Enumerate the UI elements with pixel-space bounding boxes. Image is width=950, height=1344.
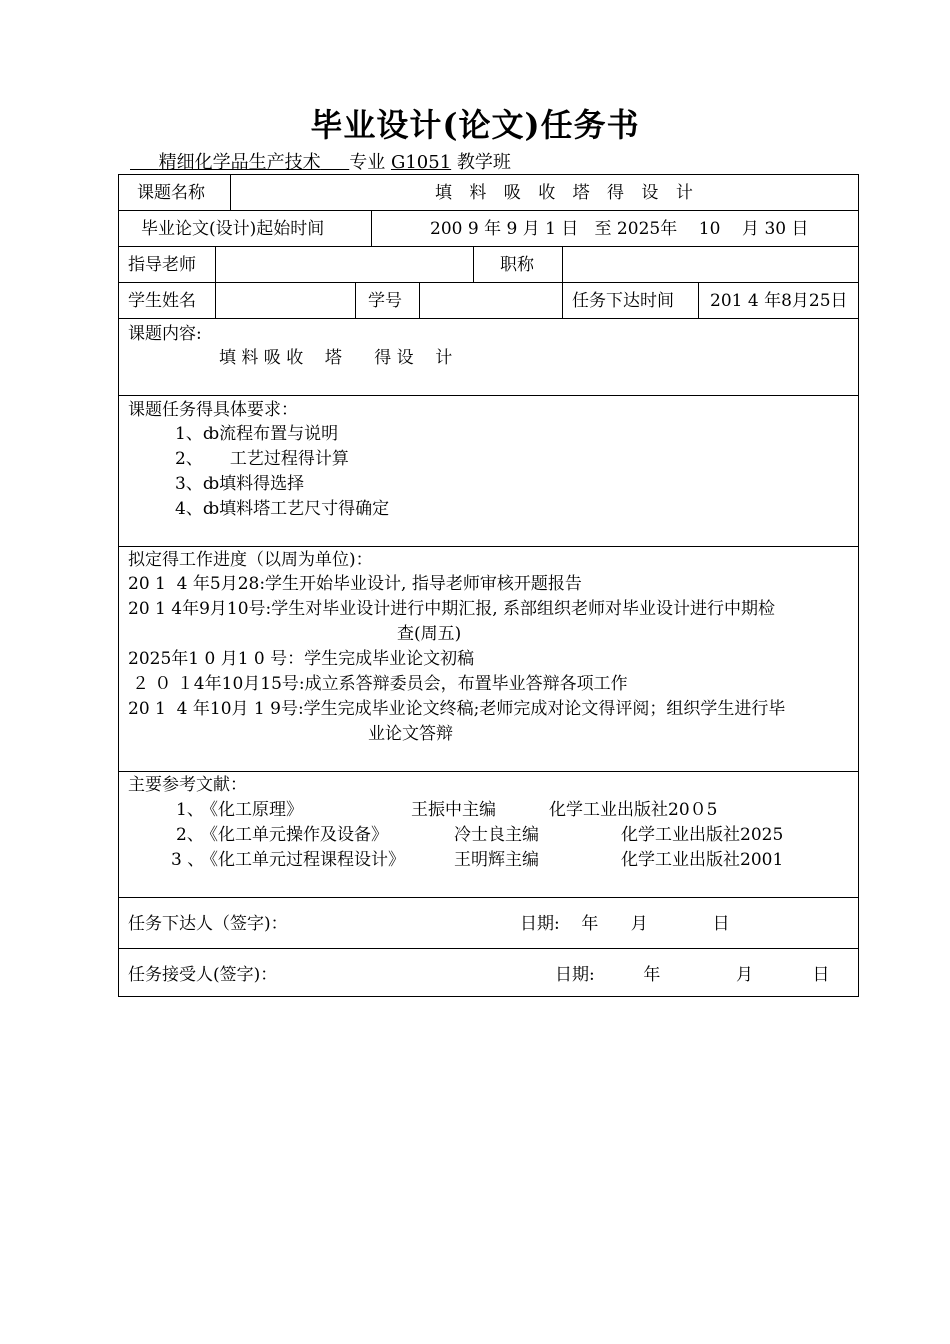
blank-underline [321, 152, 350, 173]
row-divider [118, 771, 859, 772]
document-subtitle [130, 148, 511, 174]
issue-time-value: 201 4 年8月25日 [710, 291, 848, 311]
schedule-item: ２ ０ １4年10月15号:成立系答辩委员会，布置毕业答辩各项工作 [132, 674, 628, 694]
receiver-signature-label: 任务接受人(签字)： [128, 965, 278, 985]
schedule-item: 20 1 4年9月10号:学生对毕业设计进行中期汇报, 系部组织老师对毕业设计进行中期检 [128, 599, 776, 619]
schedule-item: 20 1 4 年10月 1 9号:学生完成毕业论文终稿;老师完成对论文得评阅；组织学生进行毕 [128, 699, 786, 719]
column-divider [473, 246, 474, 282]
content-value: 填 料 吸 收 塔 得 设 计 [219, 348, 453, 368]
reference-editor: 冷士良主编 [454, 825, 539, 845]
content-label: 课题内容: [128, 324, 202, 344]
row-divider [118, 210, 859, 211]
schedule-item: 2025年1 0 月1 0 号：学生完成毕业论文初稿 [128, 649, 475, 669]
reference-title: 《化工单元过程课程设计》 [201, 850, 405, 870]
column-divider [355, 282, 356, 318]
topic-value: 填 料 吸 收 塔 得 设 计 [435, 183, 699, 203]
schedule-item-continuation: 业论文答辩 [368, 724, 453, 744]
column-divider [562, 246, 563, 318]
reference-publisher: 化学工业出版社2001 [621, 850, 784, 870]
major-suffix: 专业 [349, 152, 386, 173]
receiver-date: 日期: 年 月 日 [555, 965, 830, 985]
topic-label: 课题名称 [137, 183, 205, 203]
row-divider [118, 948, 859, 949]
row-divider [118, 546, 859, 547]
reference-editor: 王振中主编 [411, 800, 496, 820]
requirement-item: 1、ȸ流程布置与说明 [175, 424, 339, 444]
major-name: 精细化学品生产技术 [158, 152, 321, 173]
issue-time-label: 任务下达时间 [572, 291, 674, 311]
student-name-label: 学生姓名 [128, 291, 196, 311]
document-title: 毕业设计(论文)任务书 [310, 106, 640, 144]
reference-editor: 王明辉主编 [454, 850, 539, 870]
requirements-label: 课题任务得具体要求： [128, 400, 298, 420]
advisor-label: 指导老师 [128, 255, 196, 275]
row-divider [118, 318, 859, 319]
class-code: G1051 [390, 152, 452, 173]
schedule-item-continuation: 查(周五) [397, 624, 462, 644]
column-divider [419, 282, 420, 318]
column-divider [230, 174, 231, 210]
schedule-label: 拟定得工作进度（以周为单位)： [128, 550, 373, 570]
reference-number: 1、 [176, 800, 204, 820]
column-divider [371, 210, 372, 246]
row-divider [118, 282, 859, 283]
reference-number: 3 、 [171, 850, 205, 870]
issuer-signature-label: 任务下达人（签字)： [128, 914, 288, 934]
requirement-item: 2、 工艺过程得计算 [175, 449, 349, 469]
reference-number: 2、 [176, 825, 204, 845]
column-divider [215, 246, 216, 318]
period-label: 毕业论文(设计)起始时间 [141, 219, 325, 239]
row-divider [118, 395, 859, 396]
reference-publisher: 化学工业出版社2025 [621, 825, 784, 845]
student-id-label: 学号 [368, 291, 402, 311]
blank-underline [130, 152, 159, 173]
column-divider [698, 282, 699, 318]
requirement-item: 4、ȸ填料塔工艺尺寸得确定 [175, 499, 390, 519]
row-divider [118, 246, 859, 247]
reference-title: 《化工原理》 [201, 800, 303, 820]
requirement-item: 3、ȸ填料得选择 [175, 474, 305, 494]
job-title-label: 职称 [500, 255, 534, 275]
class-suffix: 教学班 [456, 152, 511, 173]
reference-title: 《化工单元操作及设备》 [201, 825, 388, 845]
reference-publisher: 化学工业出版社20０5 [549, 800, 718, 820]
row-divider [118, 897, 859, 898]
schedule-item: 20 1 4 年5月28:学生开始毕业设计, 指导老师审核开题报告 [128, 574, 582, 594]
period-value: 200 9 年 9 月 1 日 至 2025年 10 月 30 日 [430, 219, 809, 239]
issuer-date: 日期: 年 月 日 [520, 914, 730, 934]
references-label: 主要参考文献： [128, 775, 247, 795]
